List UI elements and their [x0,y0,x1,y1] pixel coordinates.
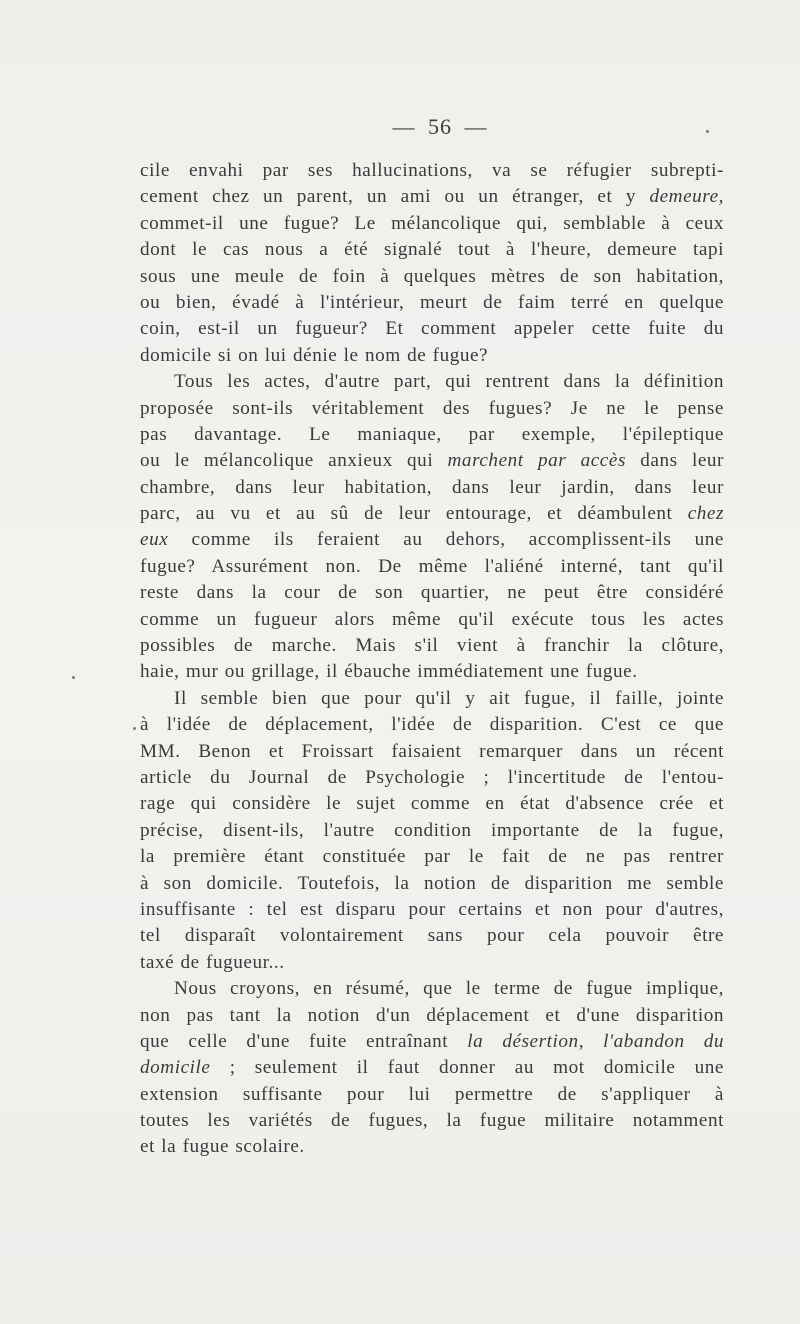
text-line: extension suffisante pour lui permettre de s'appliquer à [140,1083,724,1105]
text-line: ou le mélancolique anxieux qui marchent par accès dans leur [140,450,724,472]
text-line: comme un fugueur alors même qu'il exécute tous les actes [140,608,724,630]
text-line: précise, disent-ils, l'autre condition importante de la fugue, [140,819,724,841]
text-line: tel disparaît volontairement sans pour cela pouvoir être [140,925,724,947]
text-line: Nous croyons, en résumé, que le terme de fugue implique, [174,978,724,1000]
text-line: taxé de fugueur... [140,951,285,973]
text-line: que celle d'une fuite entraînant la désertion, l'abandon du [140,1030,724,1052]
page-number-dash-left: — [392,114,416,139]
text-line: Il semble bien que pour qu'il y ait fugue, il faille, jointe [174,687,724,709]
page-number-dash-right: — [464,114,488,139]
text-line: MM. Benon et Froissart faisaient remarquer dans un récent [140,740,724,762]
text-line: commet-il une fugue? Le mélancolique qui, semblable à ceux [140,212,724,234]
text-line: eux comme ils feraient au dehors, accomplissent-ils une [140,529,724,551]
text-line: à son domicile. Toutefois, la notion de disparition me semble [140,872,724,894]
text-line: toutes les variétés de fugues, la fugue militaire notamment [140,1110,724,1132]
text-line: domicile si on lui dénie le nom de fugue? [140,344,489,366]
text-line: reste dans la cour de son quartier, ne peut être considéré [140,582,724,604]
text-line: sous une meule de foin à quelques mètres de son habitation, [140,265,724,287]
text-line: ou bien, évadé à l'intérieur, meurt de faim terré en quelque [140,291,724,313]
text-line: pas davantage. Le maniaque, par exemple, l'épileptique [140,423,724,445]
page-number [0,114,800,140]
text-line: domicile ; seulement il faut donner au mot domicile une [140,1057,724,1079]
text-line: rage qui considère le sujet comme en état d'absence crée et [140,793,724,815]
text-line: haie, mur ou grillage, il ébauche immédiatement une fugue. [140,661,638,683]
text-line: dont le cas nous a été signalé tout à l'heure, demeure tapi [140,239,724,261]
body-text [140,158,724,1161]
text-line: insuffisante : tel est disparu pour certains et non pour d'autres, [140,898,724,920]
text-line: chambre, dans leur habitation, dans leur jardin, dans leur [140,476,724,498]
text-line: la première étant constituée par le fait de ne pas rentrer [140,846,724,868]
text-line: fugue? Assurément non. De même l'aliéné interné, tant qu'il [140,555,724,577]
text-line: non pas tant la notion d'un déplacement et d'une disparition [140,1004,724,1026]
text-line: Tous les actes, d'autre part, qui rentrent dans la définition [174,371,724,393]
page-number-value: 56 [428,114,452,139]
text-line: et la fugue scolaire. [140,1136,305,1158]
text-line: cement chez un parent, un ami ou un étranger, et y demeure, [140,186,724,208]
text-line: article du Journal de Psychologie ; l'incertitude de l'entou- [140,766,724,788]
print-speck [706,130,709,133]
text-line: parc, au vu et au sû de leur entourage, et déambulent chez [140,503,724,525]
text-line: proposée sont-ils véritablement des fugues? Je ne le pense [140,397,724,419]
text-line: à l'idée de déplacement, l'idée de disparition. C'est ce que [140,714,724,736]
print-speck [133,727,136,730]
text-line: coin, est-il un fugueur? Et comment appeler cette fuite du [140,318,724,340]
print-speck [72,676,75,679]
text-line: possibles de marche. Mais s'il vient à franchir la clôture, [140,635,724,657]
text-line: cile envahi par ses hallucinations, va se réfugier subrepti- [140,160,724,181]
